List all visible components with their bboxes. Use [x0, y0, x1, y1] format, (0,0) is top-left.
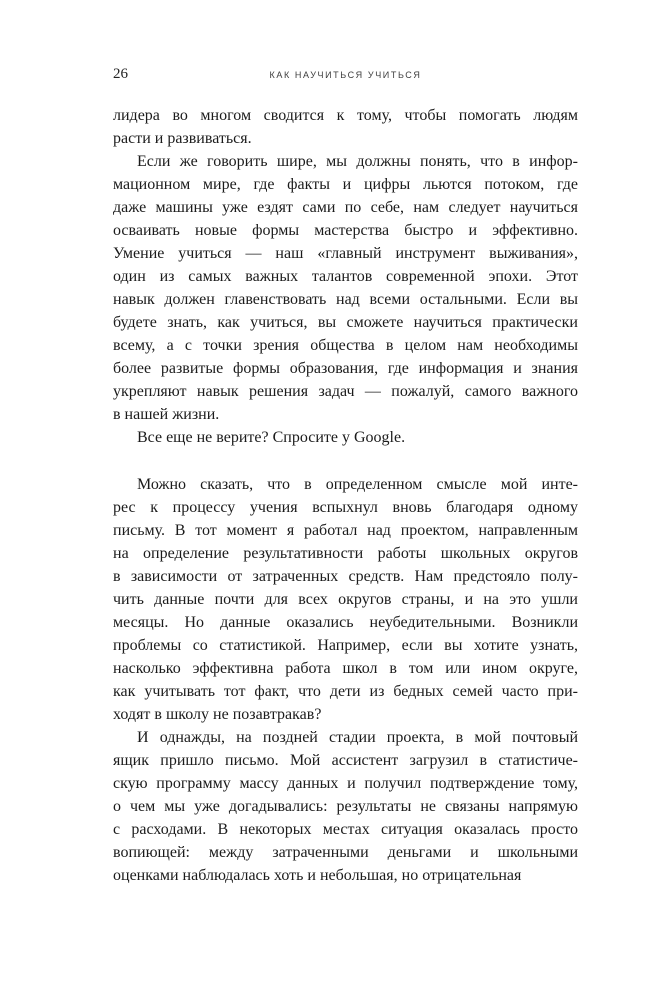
text-line: даже машины уже ездят сами по себе, нам следует научиться [113, 199, 578, 216]
text-line: ходят в школу не позавтракав? [113, 706, 322, 723]
paragraph [113, 104, 578, 150]
section-gap [113, 449, 578, 473]
text-line: осваивать новые формы мастерства быстро и эффективно. [113, 222, 578, 239]
paragraph [113, 426, 578, 449]
text-line: скую программу массу данных и получил подтверждение тому, [113, 775, 578, 792]
paragraph [113, 473, 578, 726]
body-text [113, 104, 578, 887]
text-line: в нашей жизни. [113, 406, 220, 423]
text-line: в зависимости от затраченных средств. Нам предстояло полу- [113, 568, 578, 585]
page-number: 26 [113, 66, 128, 82]
text-line: Если же говорить шире, мы должны понять, что в инфор- [137, 153, 578, 170]
text-line: как учитывать тот факт, что дети из бедных семей часто при- [113, 683, 578, 700]
text-line: укрепляют навык решения задач — пожалуй, самого важного [113, 383, 578, 400]
text-line: ящик пришло письмо. Мой ассистент загрузил в статистиче- [113, 752, 578, 769]
text-line: письму. В тот момент я работал над проектом, направленным [113, 522, 578, 539]
text-line: навык должен главенствовать над всеми остальными. Если вы [113, 291, 578, 308]
page-header [113, 66, 578, 84]
text-line: И однажды, на поздней стадии проекта, в мой почтовый [137, 729, 578, 746]
text-line: всему, а с точки зрения общества в целом нам необходимы [113, 337, 578, 354]
text-line: Все еще не верите? Спросите у Google. [137, 429, 406, 446]
text-line: вопиющей: между затраченными деньгами и школьными [113, 844, 578, 861]
text-line: месяцы. Но данные оказались неубедительными. Возникли [113, 614, 578, 631]
text-line: Можно сказать, что в определенном смысле мой инте- [137, 476, 578, 493]
text-line: расти и развиваться. [113, 130, 252, 147]
text-line: на определение результативности работы школьных округов [113, 545, 578, 562]
running-header: КАК НАУЧИТЬСЯ УЧИТЬСЯ [269, 70, 422, 80]
paragraph [113, 726, 578, 887]
text-line: с расходами. В некоторых местах ситуация оказалась просто [113, 821, 578, 838]
text-line: один из самых важных талантов современной эпохи. Этот [113, 268, 578, 285]
text-line: лидера во многом сводится к тому, чтобы помогать людям [113, 107, 578, 124]
text-line: Умение учиться — наш «главный инструмент выживания», [113, 245, 578, 262]
text-line: рес к процессу учения вспыхнул вновь благодаря одному [113, 499, 578, 516]
text-line: более развитые формы образования, где информация и знания [113, 360, 578, 377]
paragraph [113, 150, 578, 426]
text-line: мационном мире, где факты и цифры льются потоком, где [113, 176, 578, 193]
text-line: оценками наблюдалась хоть и небольшая, но отрицательная [113, 867, 522, 884]
text-line: о чем мы уже догадывались: результаты не связаны напрямую [113, 798, 578, 815]
text-line: будете знать, как учиться, вы сможете научиться практически [113, 314, 578, 331]
text-line: насколько эффективна работа школ в том или ином округе, [113, 660, 578, 677]
text-line: чить данные почти для всех округов страны, и на это ушли [113, 591, 578, 608]
text-line: проблемы со статистикой. Например, если вы хотите узнать, [113, 637, 578, 654]
